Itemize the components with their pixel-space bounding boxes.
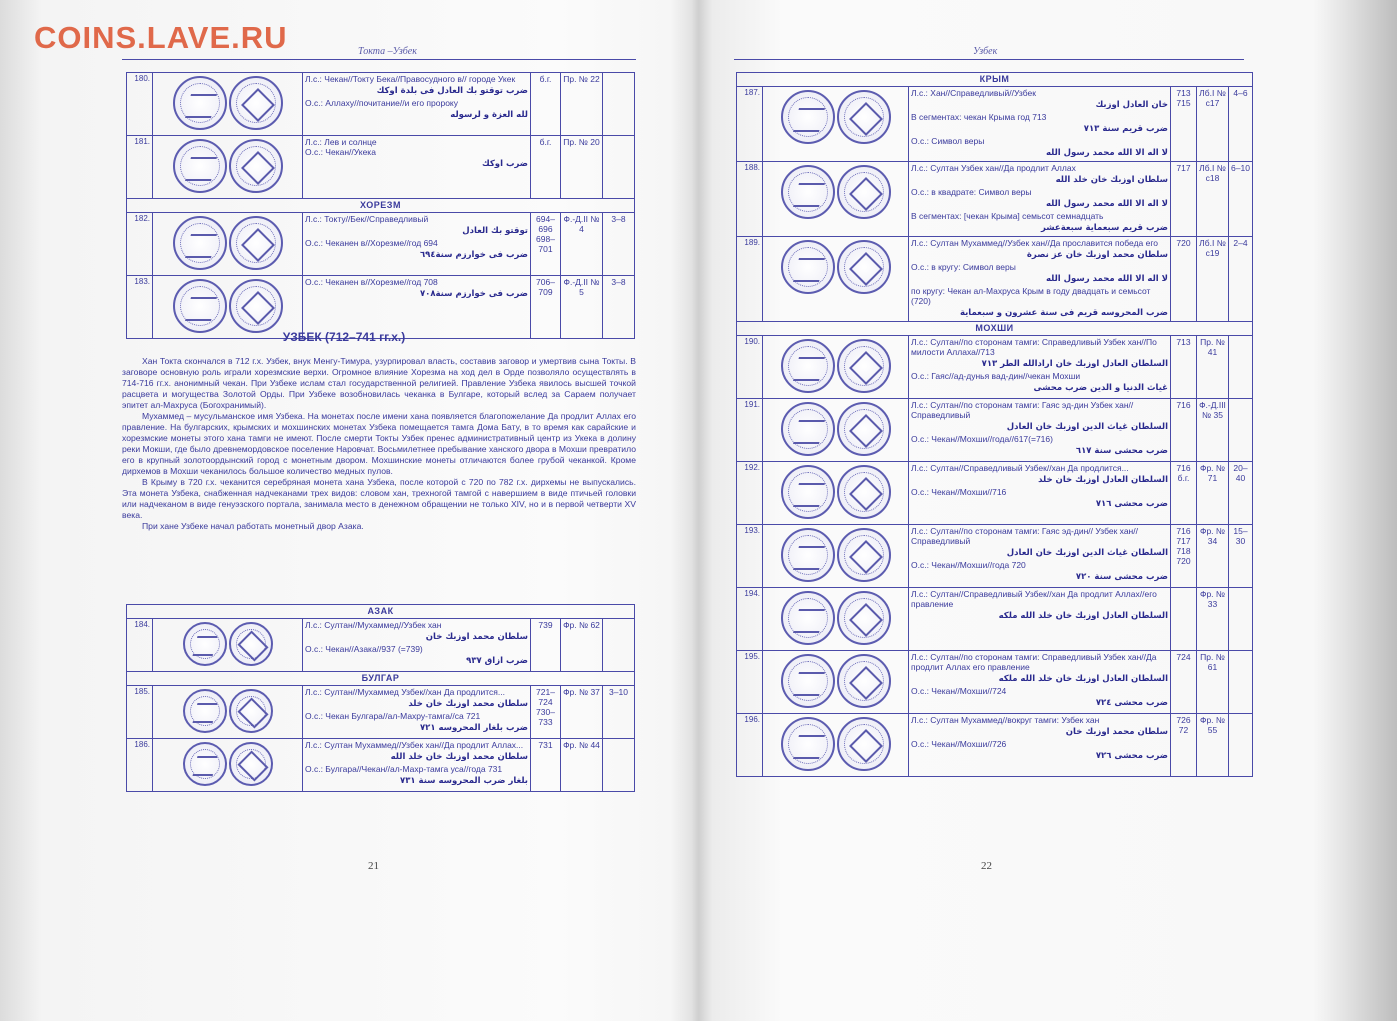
coin-pair (155, 214, 300, 274)
legend-line: по кругу: Чекан ал-Махруса Крым в году двадцать и семьсот (720) (911, 286, 1151, 307)
coin-description (909, 162, 1171, 237)
header-rule (734, 59, 1244, 60)
table-row (737, 462, 1253, 525)
arabic-legend: السلطان غياث الدين اوزبك خان العادل (1006, 422, 1168, 433)
coin-description (909, 336, 1171, 399)
reference-cell: Ф.-Д.III № 35 (1197, 399, 1229, 462)
catalog-number: 196. (737, 714, 763, 777)
legend-line: Л.с.: Султан Мухаммед//вокруг тамги: Узбек хан (911, 715, 1100, 726)
arabic-legend: ضرب محشى ٧٢٤ (1095, 698, 1168, 709)
section-title: УЗБЕК (712–741 гг.х.) (282, 330, 406, 344)
rarity-cell: 2–4 (1229, 237, 1253, 322)
legend-line: О.с.: Чекан//Укека (305, 147, 376, 158)
arabic-legend: ضرب بلغار المحروسه ٧٢١ (419, 723, 528, 734)
rarity-cell (603, 136, 635, 199)
coin-pair (765, 652, 906, 712)
coin-reverse-icon (229, 742, 273, 786)
coin-reverse-icon (229, 216, 283, 270)
coin-images (763, 87, 909, 162)
section-row (737, 322, 1253, 336)
catalog-number: 187. (737, 87, 763, 162)
coin-pair (155, 277, 300, 337)
coin-pair (765, 715, 906, 775)
arabic-legend: سلطان محمد اوزبك خان خلد (408, 699, 528, 710)
legend-line: Л.с.: Султан//Мухаммед//Узбек хан (305, 620, 442, 630)
legend-line: О.с.: Гаяс//ад-дунья вад-дин//чекан Мохши (911, 371, 1081, 382)
year-cell (1171, 588, 1197, 651)
coin-reverse-icon (229, 139, 283, 193)
body-text (122, 356, 636, 532)
coin-description (909, 237, 1171, 322)
arabic-legend: خان العادل اوزبك (1095, 100, 1168, 111)
arabic-legend: السلطان العادل اوزبك خان ارادالله الطر ٧١٣ (981, 359, 1168, 370)
arabic-legend: سلطان محمد اوزبك خان (425, 632, 528, 643)
arabic-legend: ضرب قريم سنة ٧١٣ (1083, 124, 1168, 135)
year-cell: б.г. (531, 136, 561, 199)
coin-description (303, 136, 531, 199)
legend-line: О.с.: в кругу: Символ веры (911, 262, 1016, 273)
coin-obverse-icon (173, 76, 227, 130)
coin-description (909, 525, 1171, 588)
reference-cell: Пр. № 20 (561, 136, 603, 199)
reference-cell: Фр. № 37 (561, 686, 603, 739)
year-cell: 739 (531, 619, 561, 672)
reference-cell: Ф.-Д.II № 4 (561, 213, 603, 276)
legend-line: В сегментах: [чекан Крыма] семьсот семнадцать (911, 211, 1104, 222)
catalog-number: 195. (737, 651, 763, 714)
table-row (737, 87, 1253, 162)
rarity-cell (1229, 714, 1253, 777)
legend-line: О.с.: Чеканен в//Хорезме//год 694 (305, 238, 438, 249)
coin-pair (765, 463, 906, 523)
section-row (127, 672, 635, 686)
rarity-cell: 20–40 (1229, 462, 1253, 525)
rarity-cell (1229, 588, 1253, 651)
coin-reverse-icon (229, 76, 283, 130)
year-cell: б.г. (531, 73, 561, 136)
arabic-legend: ضرب محشى سنة ٦١٧ (1075, 446, 1168, 457)
table-row (127, 73, 635, 136)
legend-line: Л.с.: Султан//по сторонам тамги: Гаяс эд-дин Узбек хан//Справедливый (911, 400, 1134, 421)
coin-obverse-icon (183, 742, 227, 786)
rarity-cell (603, 739, 635, 792)
year-cell: 724 (1171, 651, 1197, 714)
paragraph: Мухаммед – мусульманское имя Узбека. На монетах после имени хана появляется благопожелание Да продлит Аллах его правление. На булгарских, крымских и мохшинских монетах Узбека помещается тамга Дома Бату, в то время как сарайские и хорезмские монеты этого хана тамги не имеют. После смерти Токты Узбек пренес административный центр из Укека в долину реки Мокши, где было древнемордовское поселение Наровчат. Восьмилетнее пребывание ханского двора в Мохши превратило его в крупный золотоордынский город с монетным двором. Мохшинские монеты отличаются более грубой чеканкой. Кроме дирхемов в Мохши чеканилось большое количество медных пулов. (122, 411, 636, 476)
running-head-right: Узбек (973, 46, 998, 57)
section-header: АЗАК (127, 605, 635, 619)
coin-images (763, 714, 909, 777)
arabic-legend: السلطان العادل اوزبك خان خلد (1038, 475, 1168, 486)
arabic-legend: ضرب فى خوارزم سنة٦٩٤ (419, 250, 528, 261)
table-row (737, 525, 1253, 588)
right-page (688, 0, 1397, 1021)
rarity-cell (603, 73, 635, 136)
catalog-table-right (736, 72, 1253, 777)
coin-description (909, 462, 1171, 525)
watermark: COINS.LAVE.RU (34, 20, 288, 55)
arabic-legend: ضرب قريم سبعماية سبعةعشر (1040, 223, 1168, 234)
coin-images (763, 162, 909, 237)
arabic-legend: ضرب محشى ٧٢٦ (1095, 751, 1168, 762)
section-row (737, 73, 1253, 87)
year-cell: 716 (1171, 399, 1197, 462)
rarity-cell (1229, 399, 1253, 462)
coin-obverse-icon (781, 654, 835, 708)
catalog-number: 184. (127, 619, 153, 672)
catalog-number: 185. (127, 686, 153, 739)
coin-obverse-icon (173, 139, 227, 193)
coin-obverse-icon (781, 90, 835, 144)
reference-cell: Лб.I № с19 (1197, 237, 1229, 322)
arabic-legend: ضرب فى خوارزم سنة٧٠٨ (419, 289, 528, 300)
arabic-legend: ضرب محشى سنة ٧٢٠ (1075, 572, 1168, 583)
year-cell: 713 715 (1171, 87, 1197, 162)
year-cell: 694–696 698–701 (531, 213, 561, 276)
reference-cell: Пр. № 61 (1197, 651, 1229, 714)
year-cell: 713 (1171, 336, 1197, 399)
coin-description (303, 213, 531, 276)
coin-pair (155, 620, 300, 670)
paragraph: В Крыму в 720 г.х. чеканится серебряная монета хана Узбека, после которой с 720 по 782 г.х. дирхемы не выпускались. Эта монета Узбека, снабженная надчеканами трех видов: словом хан, трехногой тамгой с навершием в виде птичьей головки или надчеканом в виде генуэзского портала, занимала место в денежном обращении не только XIV, но и в первой четверти XV века. (122, 477, 636, 520)
catalog-table-bottom (126, 604, 635, 792)
coin-images (763, 588, 909, 651)
arabic-legend: بلغار ضرب المحروسه سنة ٧٣١ (400, 776, 528, 787)
legend-line: Л.с.: Султан Мухаммед//Узбек хан//Да продлит Аллах... (305, 740, 524, 751)
catalog-number: 181. (127, 136, 153, 199)
catalog-number: 194. (737, 588, 763, 651)
coin-pair (155, 137, 300, 197)
page-number-left: 21 (368, 860, 379, 872)
table-row (737, 399, 1253, 462)
coin-obverse-icon (781, 240, 835, 294)
catalog-number: 180. (127, 73, 153, 136)
arabic-legend: ضرب محشى ٧١٦ (1095, 499, 1168, 510)
rarity-cell: 3–8 (603, 213, 635, 276)
catalog-number: 192. (737, 462, 763, 525)
table-row (737, 237, 1253, 322)
coin-reverse-icon (837, 528, 891, 582)
coin-images (763, 336, 909, 399)
table-row (737, 336, 1253, 399)
legend-line: О.с.: Чекан//Мохши//года//617(=716) (911, 434, 1053, 445)
coin-reverse-icon (837, 165, 891, 219)
paragraph: Хан Токта скончался в 712 г.х. Узбек, внук Менгу-Тимура, узурпировал власть, составив заговор и умертвив сына Токты. В заговоре основную роль играли хорезмские верхи. Огромное влияние Хорезма на ход дел в Орде позволяло осуществлять в 714-716 гг.х. анонимный чекан. При Узбеке ислам стал государственной религией. Правление Узбека явилось высшей точкой расцвета и могущества Золотой Орды. При Узбеке возобновилась чеканка в Булгаре, который вслед за Сараем получает эпитет ал-Махруса (Богохранимый). (122, 356, 636, 410)
section-header: БУЛГАР (127, 672, 635, 686)
reference-cell: Пр. № 41 (1197, 336, 1229, 399)
legend-line: О.с.: Символ веры (911, 136, 985, 147)
legend-line: В сегментах: чекан Крыма год 713 (911, 112, 1047, 123)
coin-images (153, 213, 303, 276)
arabic-legend: لا اله الا الله محمد رسول الله (1045, 274, 1168, 285)
year-cell: 731 (531, 739, 561, 792)
catalog-number: 189. (737, 237, 763, 322)
coin-obverse-icon (781, 528, 835, 582)
reference-cell: Лб.I № с18 (1197, 162, 1229, 237)
rarity-cell: 4–6 (1229, 87, 1253, 162)
legend-line: О.с.: Чекан//Мохши//года 720 (911, 560, 1026, 571)
arabic-legend: توقتو بك العادل (462, 226, 528, 237)
section-row (127, 199, 635, 213)
coin-obverse-icon (781, 465, 835, 519)
table-row (127, 619, 635, 672)
table-row (737, 588, 1253, 651)
rarity-cell (1229, 651, 1253, 714)
reference-cell: Пр. № 22 (561, 73, 603, 136)
header-rule (122, 59, 636, 60)
rarity-cell: 3–10 (603, 686, 635, 739)
coin-reverse-icon (229, 279, 283, 333)
table-row (737, 714, 1253, 777)
rarity-cell: 15–30 (1229, 525, 1253, 588)
coin-pair (765, 163, 906, 223)
coin-obverse-icon (781, 165, 835, 219)
coin-reverse-icon (837, 402, 891, 456)
coin-description (303, 686, 531, 739)
arabic-legend: سلطان محمد اوزبك خان خلد الله (390, 752, 528, 763)
coin-obverse-icon (173, 216, 227, 270)
reference-cell: Фр. № 33 (1197, 588, 1229, 651)
coin-pair (765, 400, 906, 460)
arabic-legend: السلطان العادل اوزبك خان خلد الله ملكه (998, 611, 1168, 622)
arabic-legend: ضرب اوكك (481, 159, 528, 170)
catalog-number: 186. (127, 739, 153, 792)
coin-pair (765, 238, 906, 298)
legend-line: Л.с.: Султан//по сторонам тамги: Гаяс эд-дин// Узбек хан//Справедливый (911, 526, 1138, 547)
arabic-legend: غياث الدنيا و الدين ضرب محشى (1033, 383, 1168, 394)
coin-pair (765, 589, 906, 649)
arabic-legend: لا اله الا الله محمد رسول الله (1045, 148, 1168, 159)
legend-line: Л.с.: Султан Узбек хан//Да продлит Аллах (911, 163, 1076, 174)
coin-description (909, 87, 1171, 162)
legend-line: Л.с.: Лев и солнце (305, 137, 377, 148)
catalog-table-top (126, 72, 635, 339)
legend-line: Л.с.: Султан//по сторонам тамги: Справедливый Узбек хан//По милости Аллаха//713 (911, 337, 1157, 358)
reference-cell: Лб.I № с17 (1197, 87, 1229, 162)
coin-pair (765, 526, 906, 586)
year-cell: 706–709 (531, 276, 561, 339)
legend-line: О.с.: Чекан//Мохши//724 (911, 686, 1007, 697)
coin-description (909, 651, 1171, 714)
arabic-legend: لا اله الا الله محمد رسول الله (1045, 199, 1168, 210)
legend-line: Л.с.: Султан//по сторонам тамги: Справедливый Узбек хан//Да продлит Аллах его правление (911, 652, 1157, 673)
table-row (127, 686, 635, 739)
rarity-cell: 6–10 (1229, 162, 1253, 237)
arabic-legend: لله العزة و لرسوله (450, 110, 528, 121)
coin-description (909, 399, 1171, 462)
coin-images (763, 525, 909, 588)
reference-cell: Фр. № 34 (1197, 525, 1229, 588)
legend-line: О.с.: Булгара//Чекан//ал-Махр-тамга уса//года 731 (305, 764, 503, 775)
coin-obverse-icon (781, 339, 835, 393)
coin-obverse-icon (781, 402, 835, 456)
legend-line: Л.с.: Токту//Бек//Справедливый (305, 214, 429, 225)
coin-pair (155, 740, 300, 790)
legend-line: О.с.: Чекан//Мохши//726 (911, 739, 1007, 750)
legend-line: О.с.: Аллаху//почитание//и его пророку (305, 98, 458, 109)
coin-reverse-icon (837, 717, 891, 771)
coin-images (763, 237, 909, 322)
reference-cell: Фр. № 71 (1197, 462, 1229, 525)
coin-images (153, 739, 303, 792)
page-number-right: 22 (981, 860, 992, 872)
table-row (737, 162, 1253, 237)
legend-line: О.с.: Чекан//Мохши//716 (911, 487, 1007, 498)
table-row (737, 651, 1253, 714)
coin-description (303, 739, 531, 792)
left-page (0, 0, 688, 1021)
coin-reverse-icon (837, 90, 891, 144)
section-header: ХОРЕЗМ (127, 199, 635, 213)
reference-cell: Фр. № 62 (561, 619, 603, 672)
coin-reverse-icon (837, 339, 891, 393)
legend-line: Л.с.: Султан Мухаммед//Узбек хан//Да прославится победа его (911, 238, 1159, 249)
coin-images (153, 619, 303, 672)
table-row (127, 739, 635, 792)
coin-pair (765, 88, 906, 148)
legend-line: Л.с.: Чекан//Токту Бека//Правосудного в// городе Укек (305, 74, 516, 84)
arabic-legend: ضرب المحروسه قريم فى سنة عشرون و سبعماية (959, 308, 1168, 319)
rarity-cell: 3–8 (603, 276, 635, 339)
coin-obverse-icon (183, 689, 227, 733)
table-row (127, 136, 635, 199)
legend-line: О.с.: Чекан Булгара//ал-Махру-тамга//са 721 (305, 711, 481, 722)
arabic-legend: سلطان محمد اوزبك خان (1065, 727, 1168, 738)
year-cell: 720 (1171, 237, 1197, 322)
coin-images (763, 651, 909, 714)
coin-images (153, 686, 303, 739)
coin-description (303, 619, 531, 672)
coin-pair (155, 687, 300, 737)
reference-cell: Ф.-Д.II № 5 (561, 276, 603, 339)
legend-line: О.с.: в квадрате: Символ веры (911, 187, 1032, 198)
coin-reverse-icon (837, 591, 891, 645)
year-cell: 726 72 (1171, 714, 1197, 777)
legend-line: О.с.: Чекан//Азака//937 (=739) (305, 644, 423, 655)
arabic-legend: ضرب ازاق ٩٣٧ (466, 656, 528, 667)
year-cell: 721–724 730–733 (531, 686, 561, 739)
catalog-number: 190. (737, 336, 763, 399)
coin-reverse-icon (229, 622, 273, 666)
coin-reverse-icon (837, 240, 891, 294)
reference-cell: Фр. № 55 (1197, 714, 1229, 777)
paragraph: При хане Узбеке начал работать монетный двор Азака. (142, 521, 364, 531)
coin-description (909, 588, 1171, 651)
catalog-number: 191. (737, 399, 763, 462)
coin-obverse-icon (173, 279, 227, 333)
arabic-legend: سلطان اوزبك خان خلد الله (1055, 175, 1168, 186)
legend-line: Л.с.: Султан//Справедливый Узбек//хан Да продлит Аллах//его правление (911, 589, 1157, 610)
coin-reverse-icon (229, 689, 273, 733)
coin-obverse-icon (183, 622, 227, 666)
running-head-left: Токта –Узбек (358, 46, 417, 57)
catalog-number: 183. (127, 276, 153, 339)
catalog-number: 188. (737, 162, 763, 237)
year-cell: 716 717 718 720 (1171, 525, 1197, 588)
legend-line: Л.с.: Султан//Справедливый Узбек//хан Да продлится... (911, 463, 1129, 474)
section-row (127, 605, 635, 619)
reference-cell: Фр. № 44 (561, 739, 603, 792)
coin-reverse-icon (837, 654, 891, 708)
section-header: КРЫМ (737, 73, 1253, 87)
coin-images (153, 136, 303, 199)
legend-line: Л.с.: Хан//Справедливый//Узбек (911, 88, 1036, 98)
coin-obverse-icon (781, 591, 835, 645)
coin-description (909, 714, 1171, 777)
arabic-legend: السلطان غياث الدين اوزبك خان العادل (1006, 548, 1168, 559)
coin-images (763, 399, 909, 462)
arabic-legend: ضرب توقتو بك العادل فى بلدة اوكك (376, 86, 528, 97)
year-cell: 716 б.г. (1171, 462, 1197, 525)
rarity-cell (603, 619, 635, 672)
catalog-number: 182. (127, 213, 153, 276)
year-cell: 717 (1171, 162, 1197, 237)
coin-obverse-icon (781, 717, 835, 771)
coin-reverse-icon (837, 465, 891, 519)
coin-images (153, 73, 303, 136)
coin-pair (155, 74, 300, 134)
table-row (127, 213, 635, 276)
catalog-number: 193. (737, 525, 763, 588)
legend-line: О.с.: Чеканен в//Хорезме//год 708 (305, 277, 438, 288)
coin-description (303, 73, 531, 136)
arabic-legend: السلطان العادل اوزبك خان خلد الله ملكه (998, 674, 1168, 685)
coin-images (763, 462, 909, 525)
arabic-legend: سلطان محمد اوزبك خان عز نصرة (1026, 250, 1168, 261)
rarity-cell (1229, 336, 1253, 399)
coin-pair (765, 337, 906, 397)
section-header: МОХШИ (737, 322, 1253, 336)
legend-line: Л.с.: Султан//Мухаммед Узбек//хан Да продлится... (305, 687, 505, 698)
